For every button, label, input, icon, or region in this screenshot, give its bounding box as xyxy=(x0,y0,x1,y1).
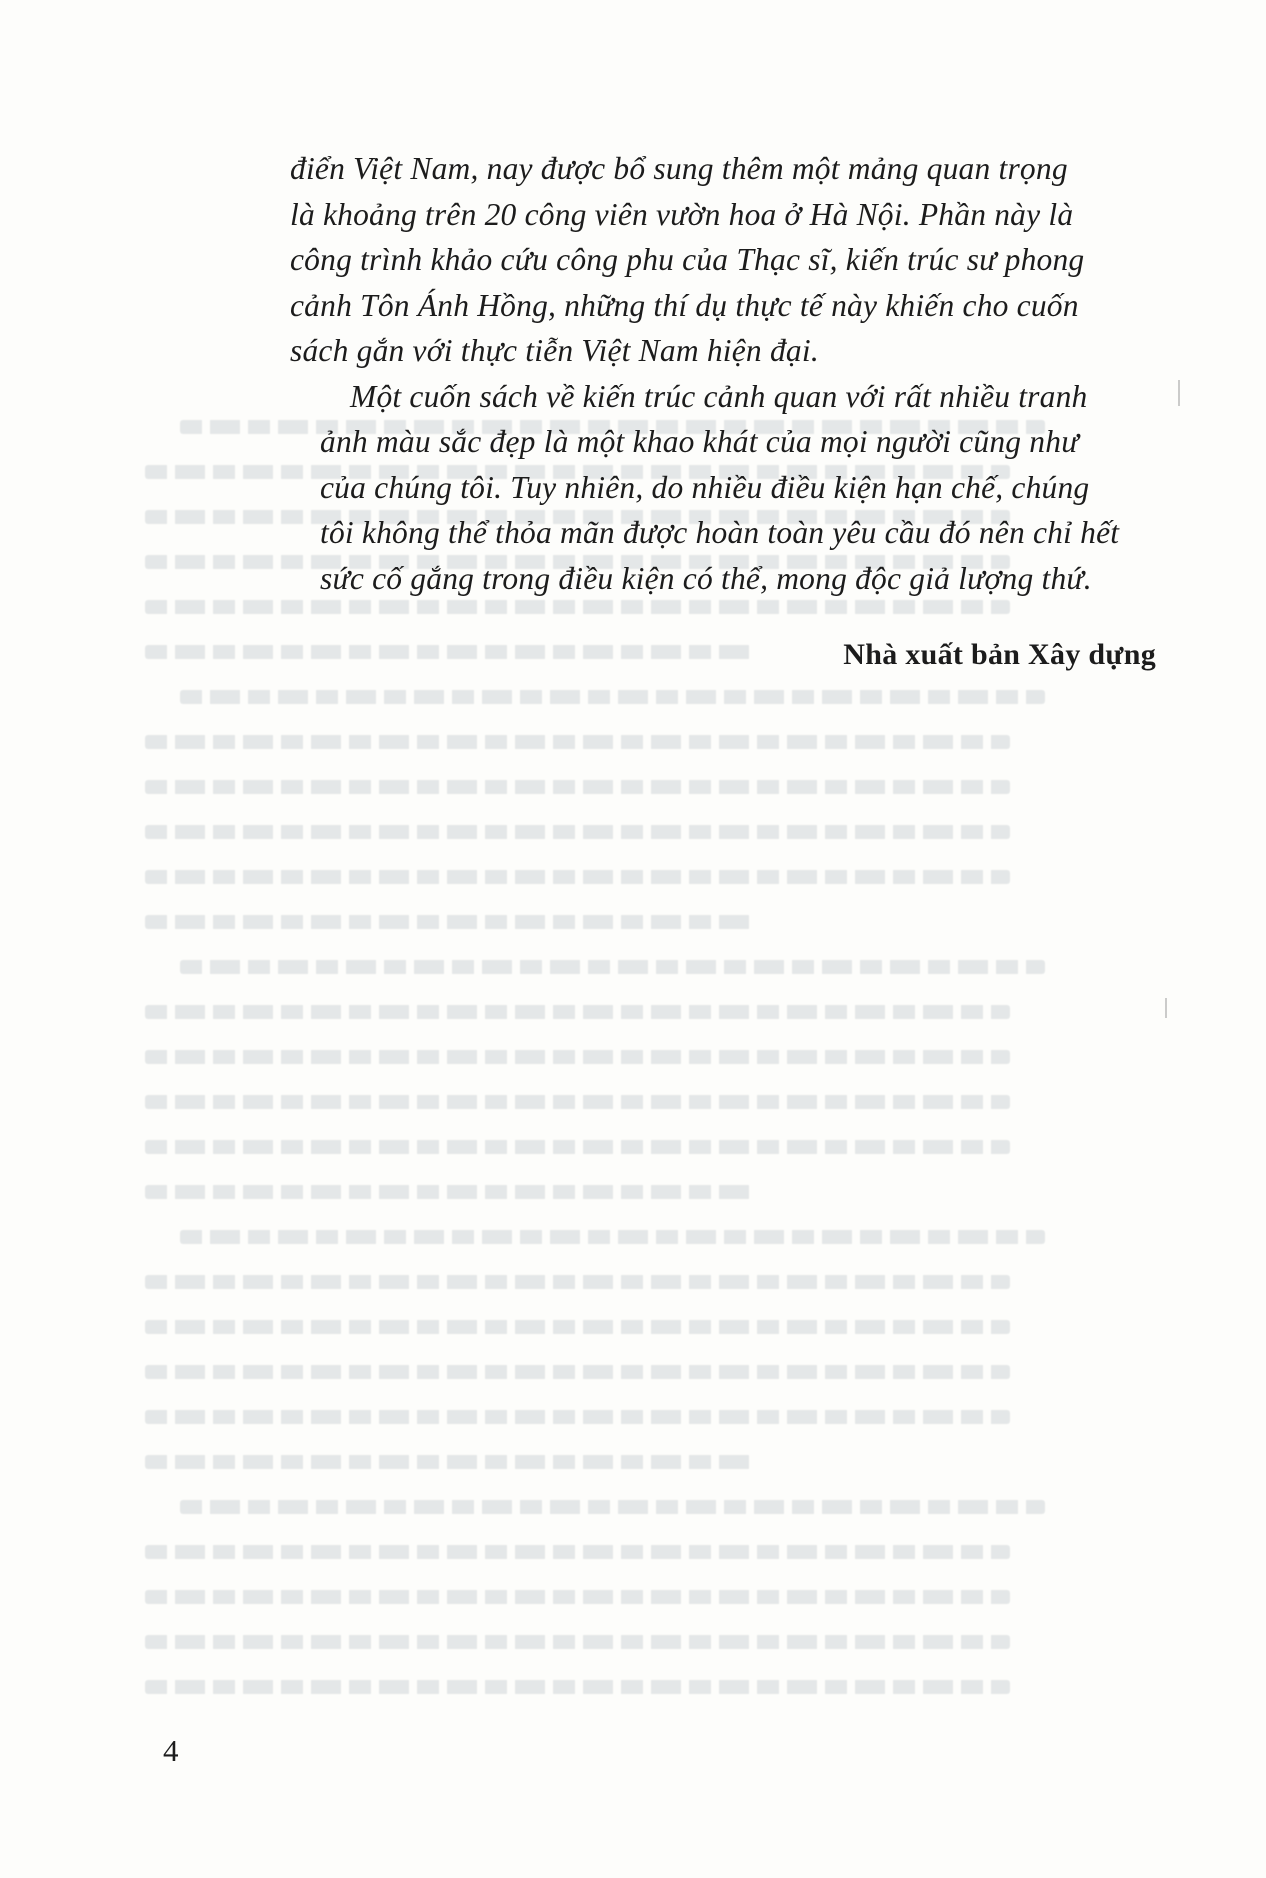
body-text xyxy=(290,146,1202,601)
paragraph-2 xyxy=(290,374,1202,602)
ghost-line xyxy=(145,1590,1010,1604)
paragraph-1 xyxy=(290,146,1202,374)
text-line: tôi không thể thỏa mãn được hoàn toàn yêu cầu đó nên chỉ hết xyxy=(320,515,1120,550)
ghost-line xyxy=(145,1320,1010,1334)
page-number: 4 xyxy=(163,1733,179,1768)
publisher-signature: Nhà xuất bản Xây dựng xyxy=(843,638,1156,671)
ghost-line xyxy=(145,825,1010,839)
ghost-line xyxy=(145,735,1010,749)
ghost-line xyxy=(145,1455,751,1469)
ghost-line xyxy=(145,915,751,929)
ghost-line xyxy=(145,1005,1010,1019)
text-line: Một cuốn sách về kiến trúc cảnh quan với rất nhiều tranh xyxy=(350,378,1088,414)
scan-mark xyxy=(1178,380,1180,406)
ghost-line xyxy=(145,1410,1010,1424)
ghost-line xyxy=(180,1230,1045,1244)
bleed-through-text xyxy=(145,420,1010,1730)
ghost-line xyxy=(145,1365,1010,1379)
ghost-line xyxy=(180,690,1045,704)
text-line: sức cố gắng trong điều kiện có thể, mong độc giả lượng thứ. xyxy=(320,560,1092,596)
text-line: là khoảng trên 20 công viên vườn hoa ở Hà Nội. Phần này là xyxy=(290,196,1074,232)
ghost-line xyxy=(145,780,1010,794)
text-line: cảnh Tôn Ánh Hồng, những thí dụ thực tế này khiến cho cuốn xyxy=(290,287,1079,323)
ghost-line xyxy=(145,1635,1010,1649)
ghost-line xyxy=(145,1185,751,1199)
ghost-line xyxy=(145,645,751,659)
scan-mark xyxy=(1165,998,1167,1018)
ghost-line xyxy=(180,1500,1045,1514)
text-line: điển Việt Nam, nay được bổ sung thêm một mảng quan trọng xyxy=(290,151,1068,186)
text-line: ảnh màu sắc đẹp là một khao khát của mọi người cũng như xyxy=(320,424,1079,459)
ghost-line xyxy=(145,600,1010,614)
ghost-line xyxy=(145,1050,1010,1064)
ghost-line xyxy=(145,1545,1010,1559)
ghost-line xyxy=(145,1140,1010,1154)
ghost-line xyxy=(145,1095,1010,1109)
ghost-line xyxy=(180,960,1045,974)
text-line: công trình khảo cứu công phu của Thạc sĩ, kiến trúc sư phong xyxy=(290,242,1085,277)
ghost-line xyxy=(145,1275,1010,1289)
text-line: của chúng tôi. Tuy nhiên, do nhiều điều kiện hạn chế, chúng xyxy=(320,469,1090,505)
ghost-line xyxy=(145,1680,1010,1694)
text-line: sách gắn với thực tiễn Việt Nam hiện đại. xyxy=(290,333,819,368)
ghost-line xyxy=(145,870,1010,884)
